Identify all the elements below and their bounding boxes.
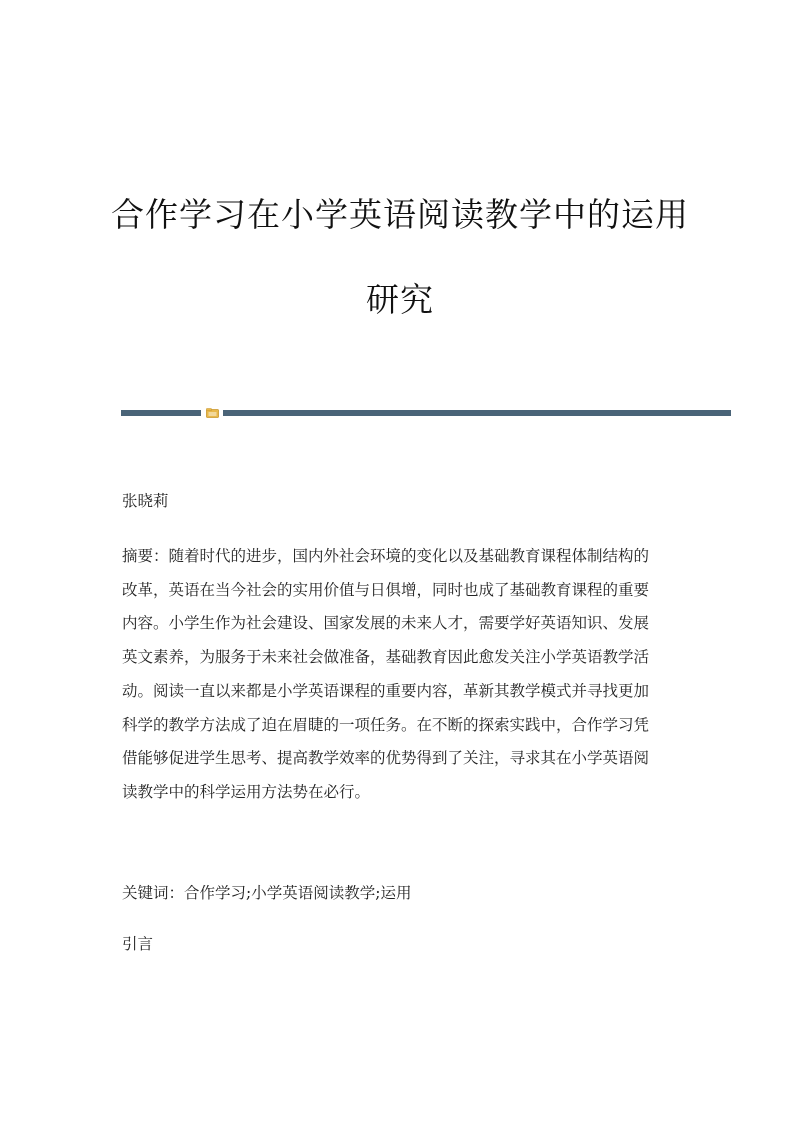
section-heading-introduction: 引言 bbox=[122, 935, 154, 953]
abstract-line: 英文素养，为服务于未来社会做准备，基础教育因此愈发关注小学英语教学活 bbox=[122, 648, 650, 667]
abstract-line: 科学的教学方法成了迫在眉睫的一项任务。在不断的探索实践中，合作学习凭 bbox=[122, 715, 650, 734]
abstract-line: 改革，英语在当今社会的实用价值与日俱增，同时也成了基础教育课程的重要 bbox=[122, 580, 650, 599]
abstract-line: 借能够促进学生思考、提高教学效率的优势得到了关注，寻求其在小学英语阅 bbox=[122, 749, 650, 768]
author-name: 张晓莉 bbox=[122, 492, 169, 510]
page-title-continued: 研究 bbox=[366, 280, 434, 319]
abstract-line: 内容。小学生作为社会建设、国家发展的未来人才，需要学好英语知识、发展 bbox=[122, 614, 650, 633]
abstract-line: 摘要：随着时代的进步，国内外社会环境的变化以及基础教育课程体制结构的 bbox=[122, 547, 650, 565]
abstract-line: 读教学中的科学运用方法势在必行。 bbox=[122, 782, 371, 801]
abstract-line: 动。阅读一直以来都是小学英语课程的重要内容，革新其教学模式并寻找更加 bbox=[122, 681, 650, 700]
divider-bar-left bbox=[121, 410, 201, 416]
page-title: 合作学习在小学英语阅读教学中的运用 bbox=[111, 195, 689, 234]
keywords-line: 关键词：合作学习;小学英语阅读教学;运用 bbox=[122, 884, 412, 902]
divider-bar-right bbox=[223, 410, 731, 416]
folder-icon bbox=[206, 408, 219, 418]
title-divider bbox=[121, 408, 731, 417]
abstract-paragraph bbox=[122, 540, 682, 810]
